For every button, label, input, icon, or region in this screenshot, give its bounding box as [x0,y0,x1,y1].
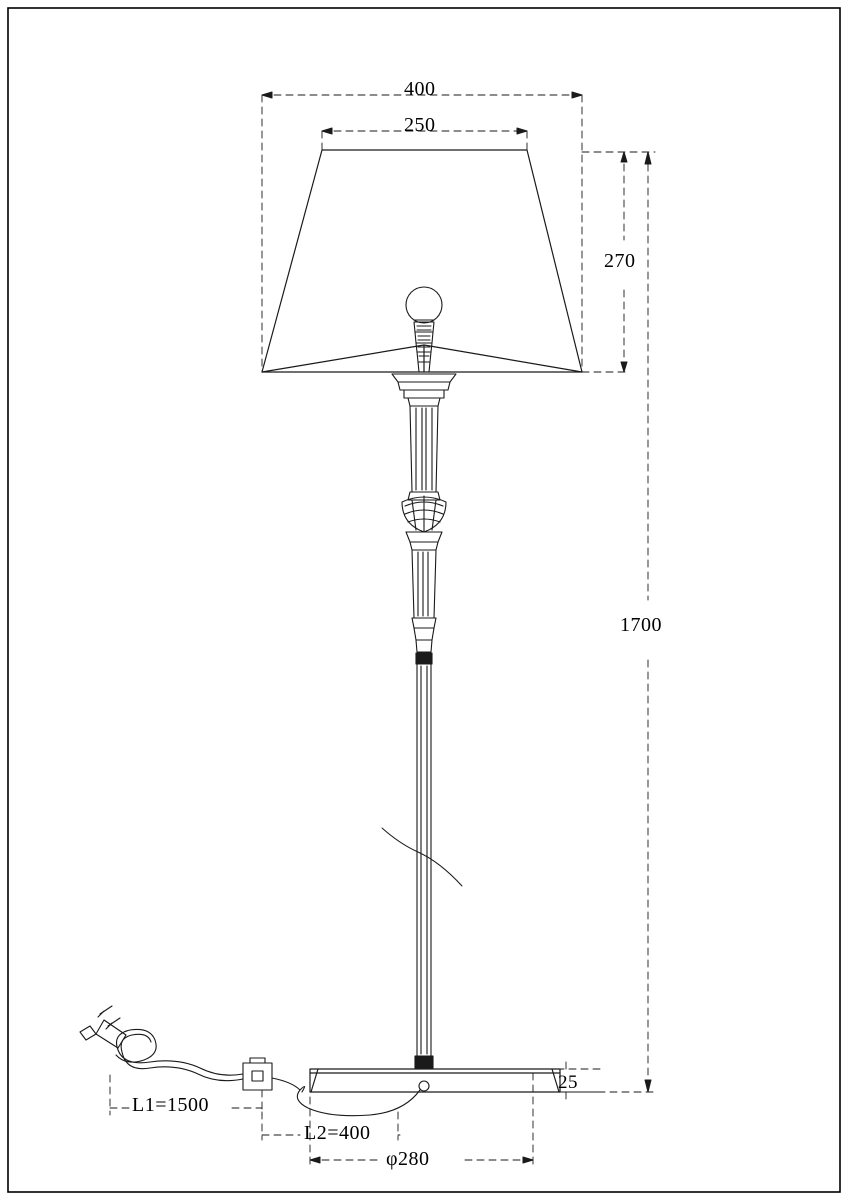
dimension-shade-height: 270 [604,250,636,272]
base-cord [297,1081,429,1116]
dimension-lines [110,95,655,1165]
sheet-border [8,8,840,1192]
dimension-cord-length-2: L2=400 [304,1122,371,1144]
dimension-shade-bottom-width: 400 [404,78,436,100]
lamp-pole [417,664,431,1056]
dimension-base-diameter: φ280 [386,1148,430,1170]
base-plate [310,1069,560,1092]
lamp-shade [262,150,582,372]
dimension-shade-top-width: 250 [404,114,436,136]
dimension-total-height: 1700 [620,614,662,636]
dimension-base-thickness: 25 [558,1072,578,1093]
inline-switch [243,1058,272,1090]
power-plug [80,1006,126,1048]
cord-detail [382,828,462,886]
dimension-cord-length-1: L1=1500 [132,1094,209,1116]
lamp-stem-upper [392,374,456,652]
dimension-arrows [262,92,651,1163]
pole-joints [415,653,433,1068]
